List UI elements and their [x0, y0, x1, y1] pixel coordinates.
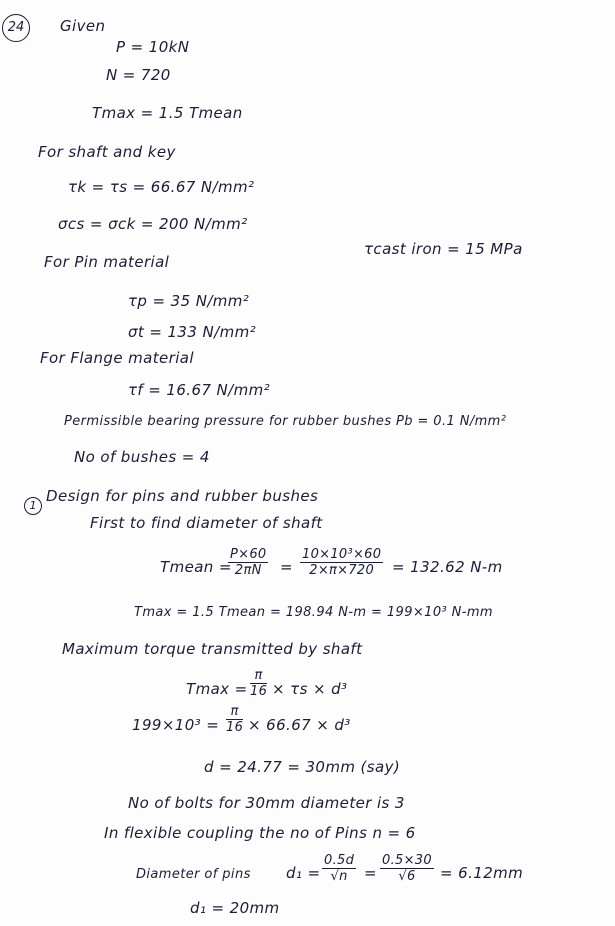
- tmean-frac2-numerator: 10×10³×60: [302, 547, 382, 562]
- bearing-pressure: Permissible bearing pressure for rubber bushes Pb = 0.1 N/mm²: [64, 414, 507, 429]
- tmean-frac1-numerator: P×60: [230, 547, 267, 562]
- given-torque-relation: Tmax = 1.5 Tmean: [92, 104, 243, 122]
- pin-tensile: σt = 133 N/mm²: [128, 323, 257, 341]
- shaft-diameter: d = 24.77 = 30mm (say): [204, 758, 401, 776]
- tmean-eq: =: [280, 558, 293, 576]
- max-torque-heading: Maximum torque transmitted by shaft: [62, 640, 363, 658]
- torque-formula-fraction: [250, 668, 267, 699]
- tmean-frac2-denominator: 2×π×720: [309, 563, 375, 578]
- shaft-key-shear: τk = τs = 66.67 N/mm²: [68, 178, 255, 196]
- torque-formula-numerator: π: [250, 668, 267, 684]
- cast-iron-shear: τcast iron = 15 MPa: [364, 240, 523, 258]
- pin-diameter-eq: =: [364, 864, 377, 882]
- given-heading: Given: [60, 17, 106, 35]
- shaft-key-crushing: σcs = σck = 200 N/mm²: [58, 215, 248, 233]
- flange-shear: τf = 16.67 N/mm²: [128, 381, 271, 399]
- torque-sub-numerator: π: [226, 704, 243, 720]
- tmean-fraction-1: [228, 547, 268, 578]
- torque-sub-denominator: 16: [226, 720, 244, 735]
- given-power: P = 10kN: [116, 38, 190, 56]
- pin-diameter-result: = 6.12mm: [440, 864, 524, 882]
- torque-sub-fraction: [226, 704, 243, 735]
- step-subheading: First to find diameter of shaft: [90, 514, 323, 532]
- step-heading: Design for pins and rubber bushes: [46, 487, 319, 505]
- torque-formula-lhs: Tmax =: [186, 680, 248, 698]
- pin-frac1-denominator: √n: [330, 869, 348, 884]
- tmean-lhs: Tmean =: [160, 558, 232, 576]
- tmean-fraction-2: [300, 547, 383, 578]
- tmax-calculation: Tmax = 1.5 Tmean = 198.94 N-m = 199×10³ N-mm: [134, 605, 493, 620]
- pin-diameter-fraction-1: [322, 853, 356, 884]
- torque-sub-lhs: 199×10³ =: [132, 716, 220, 734]
- pin-shear: τp = 35 N/mm²: [128, 292, 250, 310]
- torque-formula-rhs: × τs × d³: [272, 680, 348, 698]
- flange-heading: For Flange material: [40, 349, 194, 367]
- given-speed: N = 720: [106, 66, 171, 84]
- pin-diameter-fraction-2: [380, 853, 434, 884]
- pin-diameter-var: d₁ =: [286, 864, 321, 882]
- bushes-count: No of bushes = 4: [74, 448, 210, 466]
- pin-heading: For Pin material: [44, 253, 170, 271]
- tmean-frac1-denominator: 2πN: [234, 563, 262, 578]
- pin-final-diameter: d₁ = 20mm: [190, 899, 280, 917]
- tmean-result: = 132.62 N-m: [392, 558, 503, 576]
- pin-diameter-label: Diameter of pins: [136, 867, 251, 882]
- pins-count: In flexible coupling the no of Pins n = 6: [104, 824, 416, 842]
- pin-frac2-denominator: √6: [398, 869, 416, 884]
- problem-number: 24: [2, 14, 30, 42]
- step-number: 1: [24, 497, 42, 515]
- pin-frac1-numerator: 0.5d: [324, 853, 355, 868]
- pin-frac2-numerator: 0.5×30: [382, 853, 432, 868]
- bolts-count: No of bolts for 30mm diameter is 3: [128, 794, 405, 812]
- torque-sub-rhs: × 66.67 × d³: [248, 716, 351, 734]
- torque-formula-denominator: 16: [250, 684, 268, 699]
- shaft-key-heading: For shaft and key: [38, 143, 176, 161]
